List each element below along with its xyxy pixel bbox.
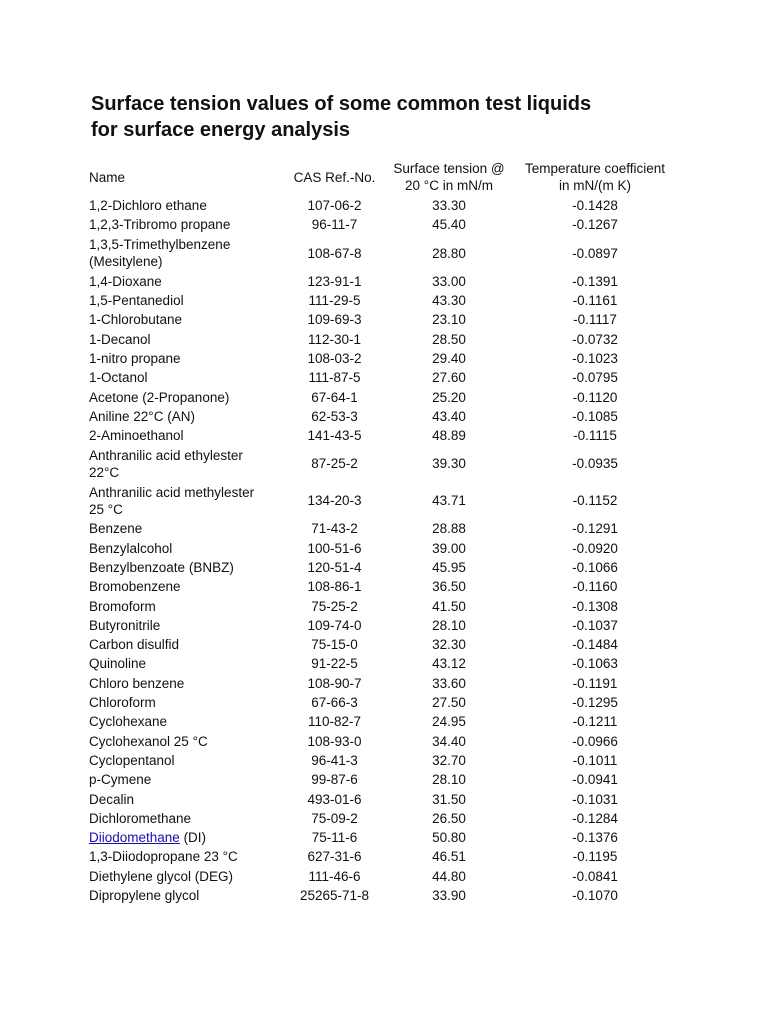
cell-cas-number: 141-43-5 — [307, 428, 362, 444]
liquid-name: 1-Decanol — [89, 331, 151, 347]
table-row — [86, 445, 678, 482]
cell-surface-tension: 43.71 — [432, 493, 466, 509]
cell-cas-number: 75-09-2 — [311, 810, 358, 826]
table-row — [86, 368, 678, 387]
cell-temperature-coefficient: -0.0920 — [572, 540, 618, 556]
table-row — [86, 539, 678, 558]
liquid-name: Diethylene glycol (DEG) — [89, 868, 234, 884]
cell-name — [86, 577, 283, 596]
table-row — [86, 519, 678, 538]
header-temperature-coefficient — [512, 158, 678, 196]
table-row — [86, 426, 678, 445]
cell-surface-tension: 45.40 — [432, 217, 466, 233]
liquid-name: Benzylbenzoate (BNBZ) — [89, 560, 234, 575]
table-row — [86, 674, 678, 693]
cell-name — [86, 886, 283, 905]
table-row — [86, 635, 678, 654]
cell-name — [86, 349, 283, 368]
cell-name — [86, 445, 283, 482]
liquid-name: 1-Chlorobutane — [89, 312, 183, 328]
cell-cas-number: 75-25-2 — [311, 598, 358, 614]
cell-name — [86, 196, 283, 215]
cell-temperature-coefficient: -0.1152 — [572, 493, 618, 509]
cell-temperature-coefficient: -0.1011 — [572, 752, 618, 768]
table-row — [86, 770, 678, 789]
cell-name — [86, 426, 283, 445]
header-surface-tension-line-2: 20 °C in mN/m — [405, 178, 493, 193]
page-title — [91, 91, 691, 143]
cell-surface-tension: 44.80 — [432, 868, 466, 884]
table-row — [86, 616, 678, 635]
table-row — [86, 789, 678, 808]
cell-name — [86, 712, 283, 731]
cell-cas-number: 111-87-5 — [308, 370, 361, 386]
table-row — [86, 732, 678, 751]
header-row — [86, 158, 678, 196]
liquid-name: Butyronitrile — [89, 617, 161, 633]
cell-temperature-coefficient: -0.0941 — [572, 772, 618, 788]
cell-temperature-coefficient: -0.1195 — [572, 849, 618, 865]
title-line-2: for surface energy analysis — [91, 119, 351, 141]
cell-surface-tension: 33.30 — [432, 198, 466, 214]
cell-surface-tension: 29.40 — [432, 350, 466, 366]
liquid-name: Cyclopentanol — [89, 752, 175, 768]
cell-cas-number: 108-86-1 — [307, 579, 362, 595]
cell-name — [86, 329, 283, 348]
cell-cas-number: 71-43-2 — [311, 521, 358, 537]
cell-cas-number: 109-69-3 — [307, 312, 362, 328]
cell-name — [86, 407, 283, 426]
liquid-name: Chloro benzene — [89, 675, 185, 691]
cell-surface-tension: 28.50 — [432, 331, 466, 347]
table-row — [86, 272, 678, 291]
cell-surface-tension: 33.00 — [432, 273, 466, 289]
cell-name — [86, 654, 283, 673]
cell-name — [86, 387, 283, 406]
table-row — [86, 215, 678, 234]
cell-name — [86, 368, 283, 387]
table-row — [86, 407, 678, 426]
cell-cas-number: 108-03-2 — [307, 350, 362, 366]
liquid-name: 1,2-Dichloro ethane — [89, 198, 207, 214]
cell-cas-number: 75-11-6 — [311, 830, 358, 846]
cell-temperature-coefficient: -0.1391 — [572, 273, 618, 289]
cell-name — [86, 616, 283, 635]
cell-surface-tension: 23.10 — [432, 312, 466, 328]
table-row — [86, 886, 678, 905]
cell-temperature-coefficient: -0.1267 — [572, 217, 618, 233]
cell-name — [86, 215, 283, 234]
liquid-name-link[interactable]: Diiodomethane — [89, 830, 180, 846]
cell-temperature-coefficient: -0.1037 — [572, 617, 618, 633]
liquid-name: 1,3,5-Trimethylbenzene — [89, 237, 231, 253]
table-row — [86, 596, 678, 615]
liquid-name: Dipropylene glycol — [89, 888, 200, 904]
cell-cas-number: 107-06-2 — [307, 198, 362, 214]
liquid-name: Benzene — [89, 521, 143, 537]
cell-cas-number: 493-01-6 — [307, 791, 362, 807]
cell-name — [86, 732, 283, 751]
cell-cas-number: 67-64-1 — [311, 389, 358, 405]
liquid-name: p-Cymene — [89, 772, 152, 788]
cell-surface-tension: 26.50 — [432, 810, 466, 826]
cell-surface-tension: 48.89 — [432, 428, 466, 444]
cell-name — [86, 847, 283, 866]
cell-cas-number: 99-87-6 — [311, 772, 358, 788]
cell-surface-tension: 43.40 — [432, 408, 466, 424]
surface-tension-table — [86, 158, 678, 905]
cell-surface-tension: 28.80 — [432, 245, 466, 261]
liquid-name-line-2: 25 °C — [89, 501, 123, 517]
cell-cas-number: 108-93-0 — [307, 733, 362, 749]
cell-surface-tension: 28.10 — [432, 617, 466, 633]
table-row — [86, 310, 678, 329]
table-row — [86, 867, 678, 886]
table-row — [86, 712, 678, 731]
cell-name — [86, 770, 283, 789]
table-row — [86, 847, 678, 866]
cell-cas-number: 87-25-2 — [311, 456, 358, 472]
liquid-name: 1-nitro propane — [89, 350, 181, 366]
cell-surface-tension: 34.40 — [432, 733, 466, 749]
table-row — [86, 577, 678, 596]
cell-cas-number: 120-51-4 — [307, 560, 362, 575]
liquid-name: Quinoline — [89, 656, 147, 672]
cell-temperature-coefficient: -0.1066 — [572, 560, 618, 575]
table-row — [86, 291, 678, 310]
cell-surface-tension: 33.60 — [432, 675, 466, 691]
cell-cas-number: 62-53-3 — [311, 408, 358, 424]
liquid-name-line-2: (Mesitylene) — [89, 254, 163, 270]
cell-cas-number: 112-30-1 — [307, 331, 362, 347]
liquid-name: Bromoform — [89, 598, 156, 614]
cell-temperature-coefficient: -0.1070 — [572, 888, 618, 904]
cell-name — [86, 809, 283, 828]
cell-cas-number: 111-46-6 — [308, 868, 361, 884]
cell-name — [86, 828, 283, 847]
liquid-name: 1,5-Pentanediol — [89, 293, 184, 309]
cell-cas-number: 25265-71-8 — [299, 888, 370, 904]
cell-temperature-coefficient: -0.1160 — [572, 579, 618, 595]
header-temp-coeff-line-1: Temperature coefficient — [524, 161, 666, 176]
cell-temperature-coefficient: -0.1376 — [572, 830, 618, 846]
header-name: Name — [89, 169, 126, 185]
cell-surface-tension: 28.88 — [432, 521, 466, 537]
cell-temperature-coefficient: -0.0795 — [572, 370, 618, 386]
liquid-name: 1,2,3-Tribromo propane — [89, 217, 231, 233]
cell-name — [86, 558, 283, 577]
table-row — [86, 196, 678, 215]
table-row — [86, 693, 678, 712]
cell-temperature-coefficient: -0.1291 — [572, 521, 618, 537]
cell-temperature-coefficient: -0.1085 — [572, 408, 618, 424]
cell-cas-number: 100-51-6 — [307, 540, 362, 556]
table-row — [86, 482, 678, 519]
cell-name — [86, 482, 283, 519]
table-row — [86, 654, 678, 673]
liquid-name: Cyclohexanol 25 °C — [89, 733, 208, 749]
cell-name — [86, 693, 283, 712]
liquid-name-suffix: (DI) — [179, 830, 207, 846]
header-surface-tension-line-1: Surface tension @ — [393, 161, 505, 176]
cell-temperature-coefficient: -0.1211 — [572, 714, 618, 730]
cell-cas-number: 96-11-7 — [311, 217, 358, 233]
table-row — [86, 349, 678, 368]
cell-temperature-coefficient: -0.0897 — [572, 245, 618, 261]
table-row — [86, 809, 678, 828]
liquid-name: Dichloromethane — [89, 810, 192, 826]
cell-name — [86, 519, 283, 538]
cell-name — [86, 272, 283, 291]
liquid-name: Decalin — [89, 791, 135, 807]
cell-cas-number: 91-22-5 — [311, 656, 358, 672]
cell-cas-number: 108-90-7 — [307, 675, 362, 691]
liquid-name: 1,3-Diiodopropane 23 °C — [89, 849, 238, 865]
table-row — [86, 558, 678, 577]
cell-temperature-coefficient: -0.1428 — [572, 198, 618, 214]
cell-surface-tension: 46.51 — [432, 849, 466, 865]
cell-name — [86, 235, 283, 272]
cell-cas-number: 108-67-8 — [307, 245, 362, 261]
cell-cas-number: 111-29-5 — [308, 293, 361, 309]
liquid-name: Aniline 22°C (AN) — [89, 408, 195, 424]
table-body — [86, 196, 678, 905]
liquid-name: Cyclohexane — [89, 714, 168, 730]
cell-surface-tension: 50.80 — [432, 830, 466, 846]
cell-temperature-coefficient: -0.1120 — [572, 389, 618, 405]
cell-cas-number: 110-82-7 — [307, 714, 362, 730]
table-row — [86, 751, 678, 770]
cell-temperature-coefficient: -0.1191 — [572, 675, 618, 691]
header-surface-tension — [386, 158, 512, 196]
cell-temperature-coefficient: -0.1161 — [572, 293, 618, 309]
cell-name — [86, 635, 283, 654]
cell-surface-tension: 31.50 — [432, 791, 466, 807]
liquid-name-line-2: 22°C — [89, 464, 120, 480]
cell-surface-tension: 39.30 — [432, 456, 466, 472]
header-cas: CAS Ref.-No. — [293, 169, 376, 185]
cell-cas-number: 627-31-6 — [307, 849, 362, 865]
cell-cas-number: 67-66-3 — [311, 695, 358, 711]
cell-name — [86, 751, 283, 770]
cell-surface-tension: 24.95 — [432, 714, 466, 730]
header-temp-coeff-line-2: in mN/(m K) — [559, 178, 631, 193]
cell-surface-tension: 45.95 — [432, 560, 466, 575]
cell-surface-tension: 43.12 — [432, 656, 466, 672]
liquid-name: Benzylalcohol — [89, 540, 173, 556]
cell-cas-number: 109-74-0 — [307, 617, 362, 633]
title-line-1: Surface tension values of some common test liquids — [91, 93, 592, 115]
cell-temperature-coefficient: -0.0732 — [572, 331, 618, 347]
cell-temperature-coefficient: -0.1484 — [572, 637, 618, 653]
liquid-name: Anthranilic acid methylester — [89, 484, 255, 500]
cell-cas-number: 96-41-3 — [311, 752, 358, 768]
cell-temperature-coefficient: -0.1295 — [572, 695, 618, 711]
cell-name — [86, 291, 283, 310]
cell-name — [86, 674, 283, 693]
cell-name — [86, 310, 283, 329]
cell-surface-tension: 41.50 — [432, 598, 466, 614]
table-row — [86, 235, 678, 272]
cell-surface-tension: 39.00 — [432, 540, 466, 556]
liquid-name: Acetone (2-Propanone) — [89, 389, 230, 405]
cell-temperature-coefficient: -0.0966 — [572, 733, 618, 749]
cell-temperature-coefficient: -0.1063 — [572, 656, 618, 672]
cell-cas-number: 134-20-3 — [307, 493, 362, 509]
cell-temperature-coefficient: -0.1117 — [573, 312, 617, 328]
liquid-name: 2-Aminoethanol — [89, 428, 184, 444]
cell-surface-tension: 36.50 — [432, 579, 466, 595]
cell-surface-tension: 27.60 — [432, 370, 466, 386]
cell-surface-tension: 33.90 — [432, 888, 466, 904]
table-row — [86, 329, 678, 348]
table-row — [86, 387, 678, 406]
cell-name — [86, 596, 283, 615]
cell-surface-tension: 32.70 — [432, 752, 466, 768]
cell-surface-tension: 43.30 — [432, 293, 466, 309]
liquid-name: 1-Octanol — [89, 370, 148, 386]
cell-surface-tension: 27.50 — [432, 695, 466, 711]
cell-temperature-coefficient: -0.1308 — [572, 598, 618, 614]
liquid-name: Carbon disulfid — [89, 637, 180, 653]
cell-temperature-coefficient: -0.1284 — [572, 810, 618, 826]
cell-name — [86, 867, 283, 886]
liquid-name: Bromobenzene — [89, 579, 181, 595]
cell-surface-tension: 32.30 — [432, 637, 466, 653]
cell-cas-number: 75-15-0 — [311, 637, 358, 653]
cell-name — [86, 539, 283, 558]
cell-temperature-coefficient: -0.0841 — [572, 868, 618, 884]
cell-surface-tension: 28.10 — [432, 772, 466, 788]
cell-surface-tension: 25.20 — [432, 389, 466, 405]
liquid-name: Chloroform — [89, 695, 156, 711]
table-row — [86, 828, 678, 847]
cell-temperature-coefficient: -0.1031 — [572, 791, 618, 807]
cell-name — [86, 789, 283, 808]
cell-cas-number: 123-91-1 — [307, 273, 362, 289]
cell-temperature-coefficient: -0.1023 — [572, 350, 618, 366]
liquid-name: Anthranilic acid ethylester — [89, 447, 243, 463]
liquid-name: 1,4-Dioxane — [89, 273, 162, 289]
cell-temperature-coefficient: -0.0935 — [572, 456, 618, 472]
cell-temperature-coefficient: -0.1115 — [573, 428, 617, 444]
table-header — [86, 158, 678, 196]
